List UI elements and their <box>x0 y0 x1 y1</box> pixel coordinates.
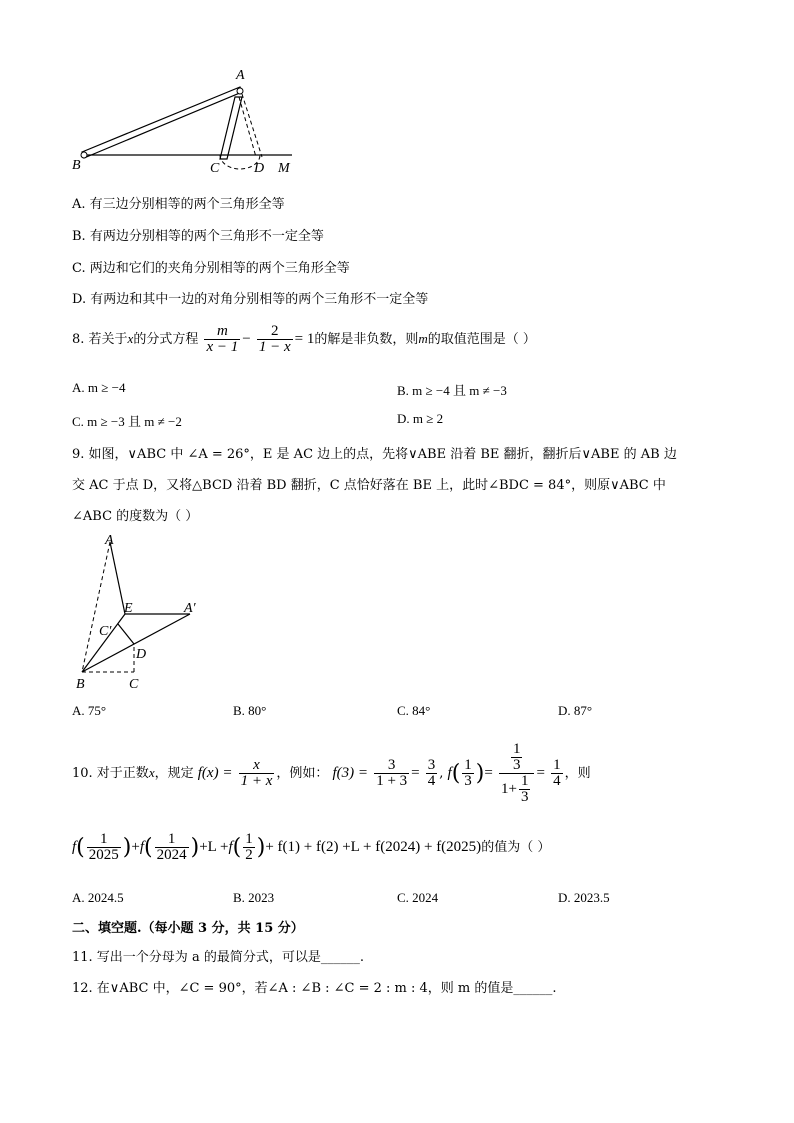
q10-example: ，例如： <box>276 766 329 781</box>
q10-ex2-arg: $\frac{1}{3}$ <box>464 757 472 789</box>
q10-rest: + f(1) + f(2) +L + f(2024) + f(2025) <box>265 839 482 855</box>
q10-ex1-result: $\frac{3}{4}$ <box>427 757 436 789</box>
q8-prefix: 8. 若关于 <box>72 332 128 347</box>
q8-mid: 的分式方程 <box>133 332 199 347</box>
fig2-label-a: A <box>105 533 114 548</box>
q10-option-a: A. 2024.5 <box>72 890 124 905</box>
q8-option-a: A. m ≥ −4 <box>72 380 126 395</box>
q10-sum-expression: f( $\frac{1}{2025}$ )+f( $\frac{1}{2024}$ )+L +f( $\frac{1}{2}$ )+ f(1) + f(2) +L + f(2024) + f(2025)的值为（ ） <box>72 831 551 863</box>
q9-option-a: A. 75° <box>72 703 107 718</box>
q8-var2: m <box>418 331 428 346</box>
q8-option-d: D. m ≥ 2 <box>397 411 444 426</box>
q8-var: x <box>127 331 134 346</box>
q8-fraction-1: $\frac{m}{x - 1}$ <box>206 323 239 355</box>
q10-def-fraction: $\frac{x}{1 + x}$ <box>240 757 273 789</box>
q8-question: 8. 若关于x的分式方程 $\frac{m}{x - 1}$ − $\frac{2}{1 - x}$ = 1的解是非负数，则m的取值范围是（ ） <box>72 323 536 355</box>
fig1-label-b: B <box>72 158 81 173</box>
q9-option-b: B. 80° <box>233 703 267 718</box>
fig1-label-m: M <box>278 161 290 176</box>
q8-fraction-2: $\frac{2}{1 - x}$ <box>258 323 291 355</box>
q8-eq: = 1 <box>294 331 315 347</box>
q10-term-2: $\frac{1}{2024}$ <box>156 831 187 863</box>
q10-dots: +L + <box>199 839 229 855</box>
q10-mid: ，规定 <box>154 766 194 781</box>
q11-text: 11. 写出一个分母为 a 的最简分式，可以是______. <box>72 950 364 965</box>
q10-term-1: $\frac{1}{2025}$ <box>88 831 119 863</box>
q8-option-b: B. m ≥ −4 且 m ≠ −3 <box>397 383 507 398</box>
q9-line-1: 9. 如图，∨ABC 中 ∠A = 26°，E 是 AC 边上的点，先将∨ABE 沿着 BE 翻折，翻折后∨ABE 的 AB 边 <box>72 447 677 462</box>
q8-suffix: 的解是非负数，则 <box>314 332 419 347</box>
q10-option-b: B. 2023 <box>233 890 275 905</box>
fig2-label-d: D <box>136 647 147 662</box>
q10-def: f(x) = <box>197 765 233 781</box>
fig2-label-e: E <box>124 601 133 616</box>
q8-suffix2: 的取值范围是（ ） <box>427 332 536 347</box>
q10-term-3: $\frac{1}{2}$ <box>245 831 253 863</box>
fig1-label-d: D <box>254 161 265 176</box>
q10-option-c: C. 2024 <box>397 890 439 905</box>
q7-option-a: A. 有三边分别相等的两个三角形全等 <box>72 197 285 212</box>
q10-ex1: f(3) = <box>332 765 369 781</box>
q12-text: 12. 在∨ABC 中，∠C = 90°，若∠A : ∠B : ∠C = 2 : m : 4，则 m 的值是______. <box>72 981 557 996</box>
q9-option-d: D. 87° <box>558 703 593 718</box>
q9-line-3: ∠ABC 的度数为（ ） <box>72 509 199 524</box>
q10-then: ，则 <box>564 766 591 781</box>
fig1-label-c: C <box>210 161 220 176</box>
q10-ex2-f: f <box>447 765 452 781</box>
q8-option-c: C. m ≥ −3 且 m ≠ −2 <box>72 414 182 429</box>
fig2-label-c-prime: C′ <box>99 624 112 639</box>
figure-ladder-triangle <box>70 64 300 182</box>
q10-ex2-result: $\frac{1}{4}$ <box>553 757 561 789</box>
q10-question: 10. 对于正数x，规定 f(x) = $\frac{x}{1 + x}$ ，例如： f(3) = $\frac{3}{1 + 3}$ = $\frac{3}{4}$ , f( $\frac{1}{3}$ )= $\frac{1}{3}$ 1+ $\frac{1}{3}$ = $\frac{1}{4}$ ，则 <box>72 741 591 805</box>
section-title: 二、填空题.（每小题 3 分，共 15 分） <box>72 921 304 936</box>
figure-folded-triangle <box>72 530 212 692</box>
q10-var: x <box>148 765 155 780</box>
q7-option-d: D. 有两边和其中一边的对角分别相等的两个三角形不一定全等 <box>72 292 429 307</box>
q10-prefix: 10. 对于正数 <box>72 766 149 781</box>
fig2-label-b: B <box>76 677 85 692</box>
fig2-label-a-prime: A′ <box>184 601 196 616</box>
q7-option-b: B. 有两边分别相等的两个三角形不一定全等 <box>72 229 324 244</box>
q10-ex1-fraction: $\frac{3}{1 + 3}$ <box>376 757 408 789</box>
q10-tail: 的值为（ ） <box>481 840 551 855</box>
q10-option-d: D. 2023.5 <box>558 890 610 905</box>
q9-line-2: 交 AC 于点 D，又将△BCD 沿着 BD 翻折，C 点恰好落在 BE 上，此时∠BDC = 84°，则原∨ABC 中 <box>72 478 666 493</box>
q9-option-c: C. 84° <box>397 703 431 718</box>
fig1-label-a: A <box>236 68 245 83</box>
q7-option-c: C. 两边和它们的夹角分别相等的两个三角形全等 <box>72 261 350 276</box>
fig2-label-c: C <box>129 677 139 692</box>
q10-ex2-complex-fraction: $\frac{1}{3}$ 1+ $\frac{1}{3}$ <box>499 742 534 805</box>
